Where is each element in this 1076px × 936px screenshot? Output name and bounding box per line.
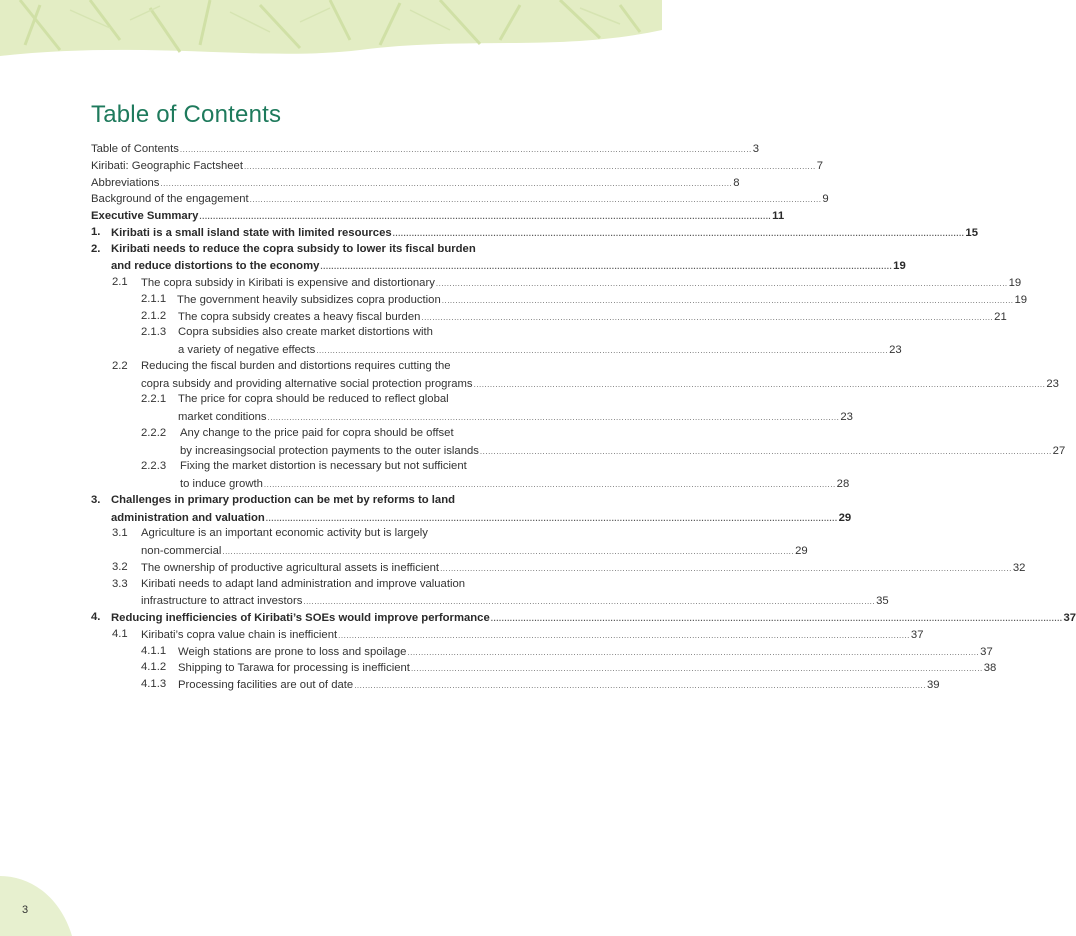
leaf-banner [0,0,662,62]
toc-line[interactable]: 2.2.3 Fixing the market distortion is necessary but not sufficient [141,460,467,473]
toc-line[interactable]: Background of the engagement .................................................................................................................................................................................................................. 9 [91,190,563,207]
toc-line[interactable]: 4.1 Kiribati’s copra value chain is inefficient .................................................................................................................................................................................................................. 37 [91,626,563,643]
toc-line[interactable]: 2.1.1 The government heavily subsidizes copra production .................................................................................................................................................................................................................. 19 [91,291,563,308]
table-of-contents [91,140,1076,693]
toc-line[interactable]: administration and valuation .................................................................................................................................................................................................................. 29 [91,509,563,526]
toc-line[interactable]: Kiribati: Geographic Factsheet .................................................................................................................................................................................................................. 7 [91,157,563,174]
toc-line[interactable]: 4.1.3 Processing facilities are out of date .................................................................................................................................................................................................................. 39 [91,676,563,693]
toc-line[interactable]: and reduce distortions to the economy .................................................................................................................................................................................................................. 19 [91,257,563,274]
toc-line[interactable]: 2. Kiribati needs to reduce the copra subsidy to lower its fiscal burden [91,242,476,255]
toc-line[interactable]: 2.2 Reducing the fiscal burden and distortions requires cutting the [112,359,451,372]
toc-line[interactable]: 3.1 Agriculture is an important economic activity but is largely [112,527,428,540]
toc-line[interactable]: by increasingsocial protection payments to the outer islands .................................................................................................................................................................................................................. 27 [91,442,563,459]
toc-line[interactable]: to induce growth .................................................................................................................................................................................................................. 28 [91,475,563,492]
toc-line[interactable]: 2.1 The copra subsidy in Kiribati is expensive and distortionary .................................................................................................................................................................................................................. 19 [91,274,563,291]
toc-line[interactable]: 2.1.3 Copra subsidies also create market distortions with [141,326,433,339]
toc-line[interactable]: 2.1.2 The copra subsidy creates a heavy fiscal burden .................................................................................................................................................................................................................. 21 [91,308,563,325]
toc-line[interactable]: Abbreviations .................................................................................................................................................................................................................. 8 [91,174,563,191]
toc-line[interactable]: 4.1.2 Shipping to Tarawa for processing is inefficient .................................................................................................................................................................................................................. 38 [91,659,563,676]
toc-line[interactable]: copra subsidy and providing alternative social protection programs .................................................................................................................................................................................................................. 23 [91,375,563,392]
toc-line[interactable]: infrastructure to attract investors .................................................................................................................................................................................................................. 35 [91,592,563,609]
toc-line[interactable]: non-commercial .................................................................................................................................................................................................................. 29 [91,542,563,559]
toc-line[interactable]: Executive Summary .................................................................................................................................................................................................................. 11 [91,207,563,224]
toc-line[interactable]: 2.2.1 The price for copra should be reduced to reflect global [141,393,449,406]
toc-line[interactable]: 3. Challenges in primary production can be met by reforms to land [91,493,455,506]
toc-line[interactable]: market conditions .................................................................................................................................................................................................................. 23 [91,408,563,425]
toc-line[interactable]: 3.3 Kiribati needs to adapt land administration and improve valuation [112,577,466,590]
toc-line[interactable]: 4.1.1 Weigh stations are prone to loss and spoilage .................................................................................................................................................................................................................. 37 [91,643,563,660]
page-title: Table of Contents [91,101,282,128]
toc-line[interactable]: 1. Kiribati is a small island state with limited resources .................................................................................................................................................................................................................. 15 [91,224,563,241]
page-number: 3 [22,904,29,916]
toc-line[interactable]: a variety of negative effects .................................................................................................................................................................................................................. 23 [91,341,563,358]
toc-line[interactable]: Table of Contents .................................................................................................................................................................................................................. 3 [91,140,563,157]
toc-line[interactable]: 2.2.2 Any change to the price paid for copra should be offset [141,426,454,439]
corner-decoration [0,876,80,936]
toc-line[interactable]: 3.2 The ownership of productive agricultural assets is inefficient .................................................................................................................................................................................................................. 32 [91,559,563,576]
toc-line[interactable]: 4. Reducing inefficiencies of Kiribati’s SOEs would improve performance .................................................................................................................................................................................................................. 37 [91,609,563,626]
